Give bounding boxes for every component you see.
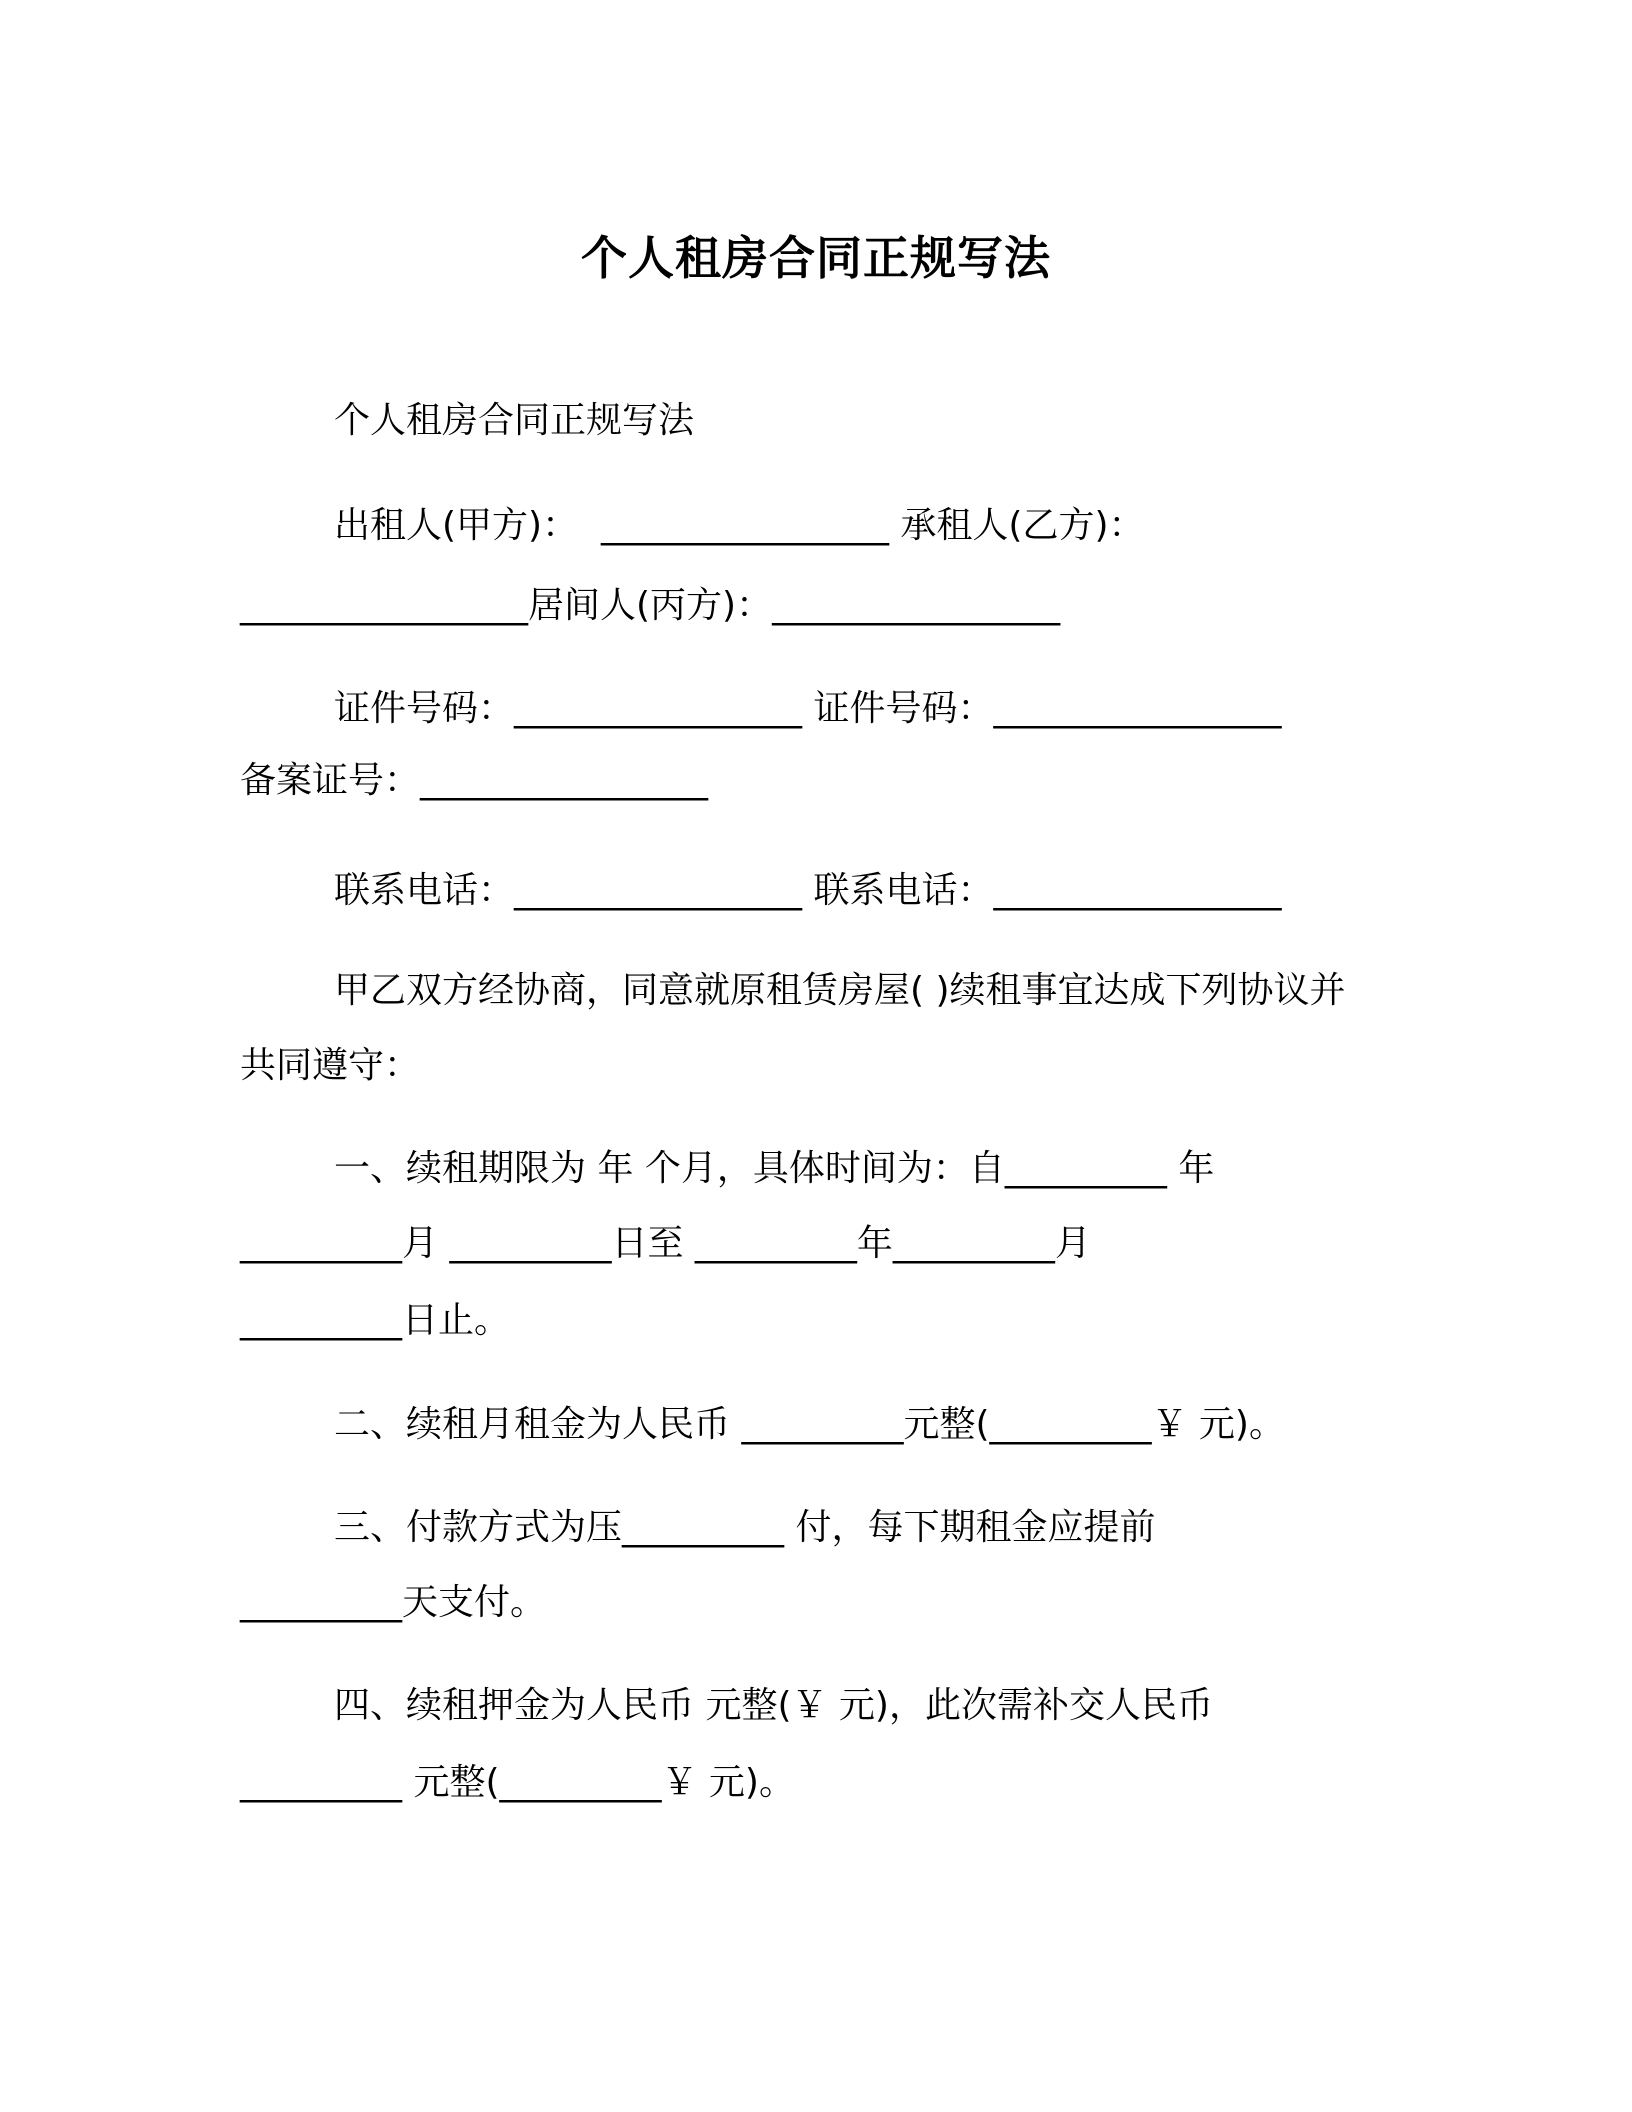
party-line-2: ________________居间人(丙方)：________________ <box>240 585 1061 626</box>
party-line-1: 出租人(甲方)： ________________ 承租人(乙方)： <box>334 505 1145 546</box>
clause-1-line-1: 一、续租期限为 年 个月，具体时间为：自_________ 年 <box>334 1148 1215 1189</box>
clause-3-line-1: 三、付款方式为压_________ 付，每下期租金应提前 <box>334 1507 1156 1548</box>
clause-1-line-3: _________日止。 <box>240 1300 511 1341</box>
clause-4-line-1: 四、续租押金为人民币 元整(￥ 元)，此次需补交人民币 <box>334 1685 1213 1726</box>
clause-3-line-2: _________天支付。 <box>240 1582 547 1623</box>
document-title: 个人租房合同正规写法 <box>581 231 1051 285</box>
agreement-line-2: 共同遵守： <box>240 1045 421 1086</box>
clause-4-line-2: _________ 元整(_________￥ 元)。 <box>240 1762 795 1803</box>
clause-2-line: 二、续租月租金为人民币 _________元整(_________￥ 元)。 <box>334 1404 1285 1445</box>
agreement-line-1: 甲乙双方经协商，同意就原租赁房屋( )续租事宜达成下列协议并 <box>334 970 1346 1011</box>
phone-line: 联系电话：________________ 联系电话：________________ <box>334 870 1282 911</box>
clause-1-line-2: _________月 _________日至 _________年_________月 <box>240 1223 1091 1264</box>
id-number-line: 证件号码：________________ 证件号码：________________ <box>334 688 1282 729</box>
subtitle-line: 个人租房合同正规写法 <box>334 400 695 441</box>
record-number-line: 备案证号：________________ <box>240 760 709 801</box>
